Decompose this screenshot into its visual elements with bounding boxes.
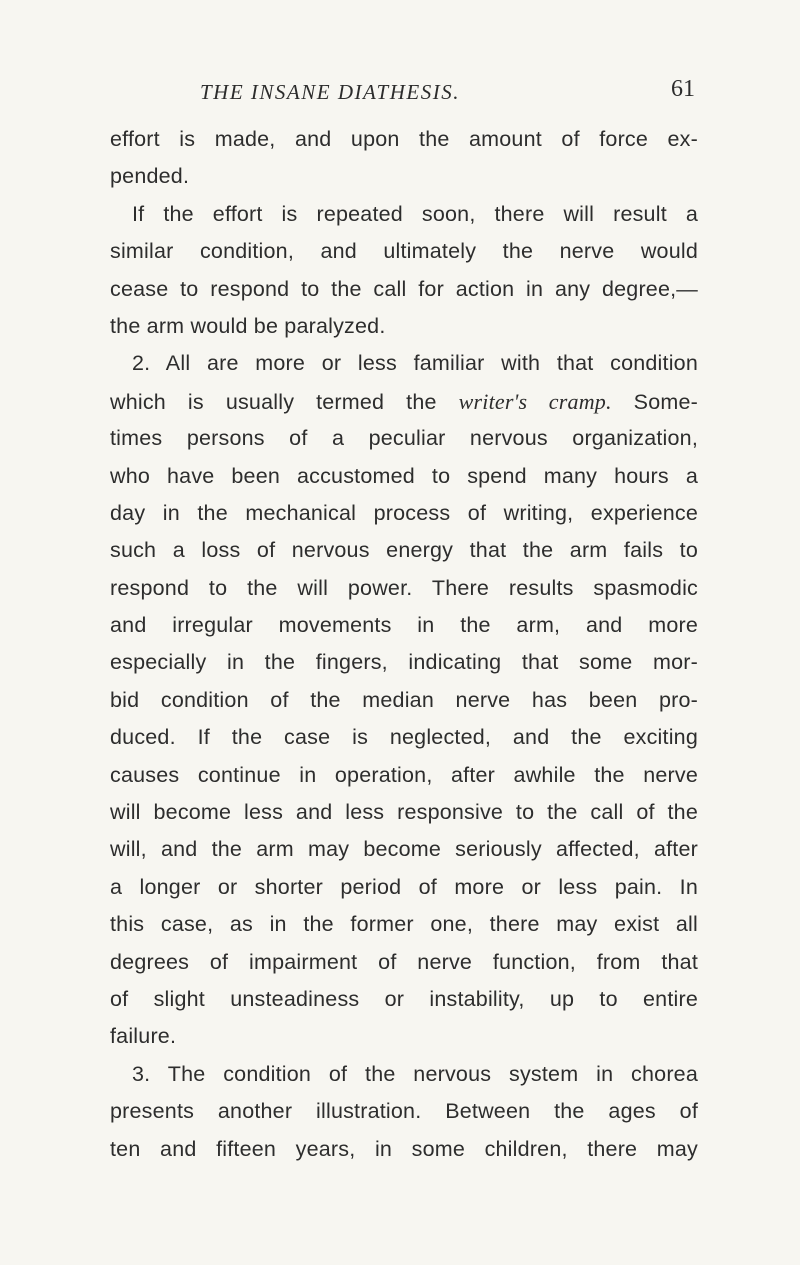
page-header [110,76,695,116]
text-line: this case, as in the former one, there may exist all [110,912,698,937]
text-line: similar condition, and ultimately the nerve would [110,239,698,264]
text-line: 2. All are more or less familiar with that condition [132,351,698,376]
text-line [110,383,698,420]
text-line: duced. If the case is neglected, and the exciting [110,725,698,750]
running-head: THE INSANE DIATHESIS. [200,80,460,104]
text-line: causes continue in operation, after awhile the nerve [110,762,698,787]
text-line: presents another illustration. Between the ages of [110,1099,698,1124]
text-line: 3. The condition of the nervous system in chorea [132,1061,698,1086]
text-line: such a loss of nervous energy that the arm fails to [110,538,698,563]
text-line: degrees of impairment of nerve function, from that [110,949,698,974]
text-line: who have been accustomed to spend many hours a [110,463,698,488]
text-line: will, and the arm may become seriously affected, after [110,837,698,862]
text-line: day in the mechanical process of writing, experience [110,500,698,525]
text-line: effort is made, and upon the amount of force ex- [110,127,698,151]
text-line: bid condition of the median nerve has been pro- [110,687,698,712]
italic-term: writer's cramp. [458,388,612,414]
text-line: times persons of a peculiar nervous organization, [110,426,698,451]
text-line: the arm would be paralyzed. [110,313,386,338]
text-line: will become less and less responsive to the call of the [110,800,698,825]
text-line: especially in the fingers, indicating that some mor- [110,650,698,675]
text-line: respond to the will power. There results spasmodic [110,575,698,600]
text-line: of slight unsteadiness or instability, up to entire [110,986,698,1011]
text-line: pended. [110,164,190,189]
page-number: 61 [671,76,695,102]
text-line: and irregular movements in the arm, and more [110,613,698,638]
body-text [110,121,698,1168]
text-line: cease to respond to the call for action in any degree,— [110,276,698,301]
text-line: failure. [110,1024,177,1049]
text-run: which is usually termed the [110,389,459,414]
text-line: If the effort is repeated soon, there will result a [132,201,698,226]
text-line: ten and fifteen years, in some children, there may [110,1136,698,1161]
text-run: Some- [611,389,698,414]
text-line: a longer or shorter period of more or less pain. In [110,874,698,899]
